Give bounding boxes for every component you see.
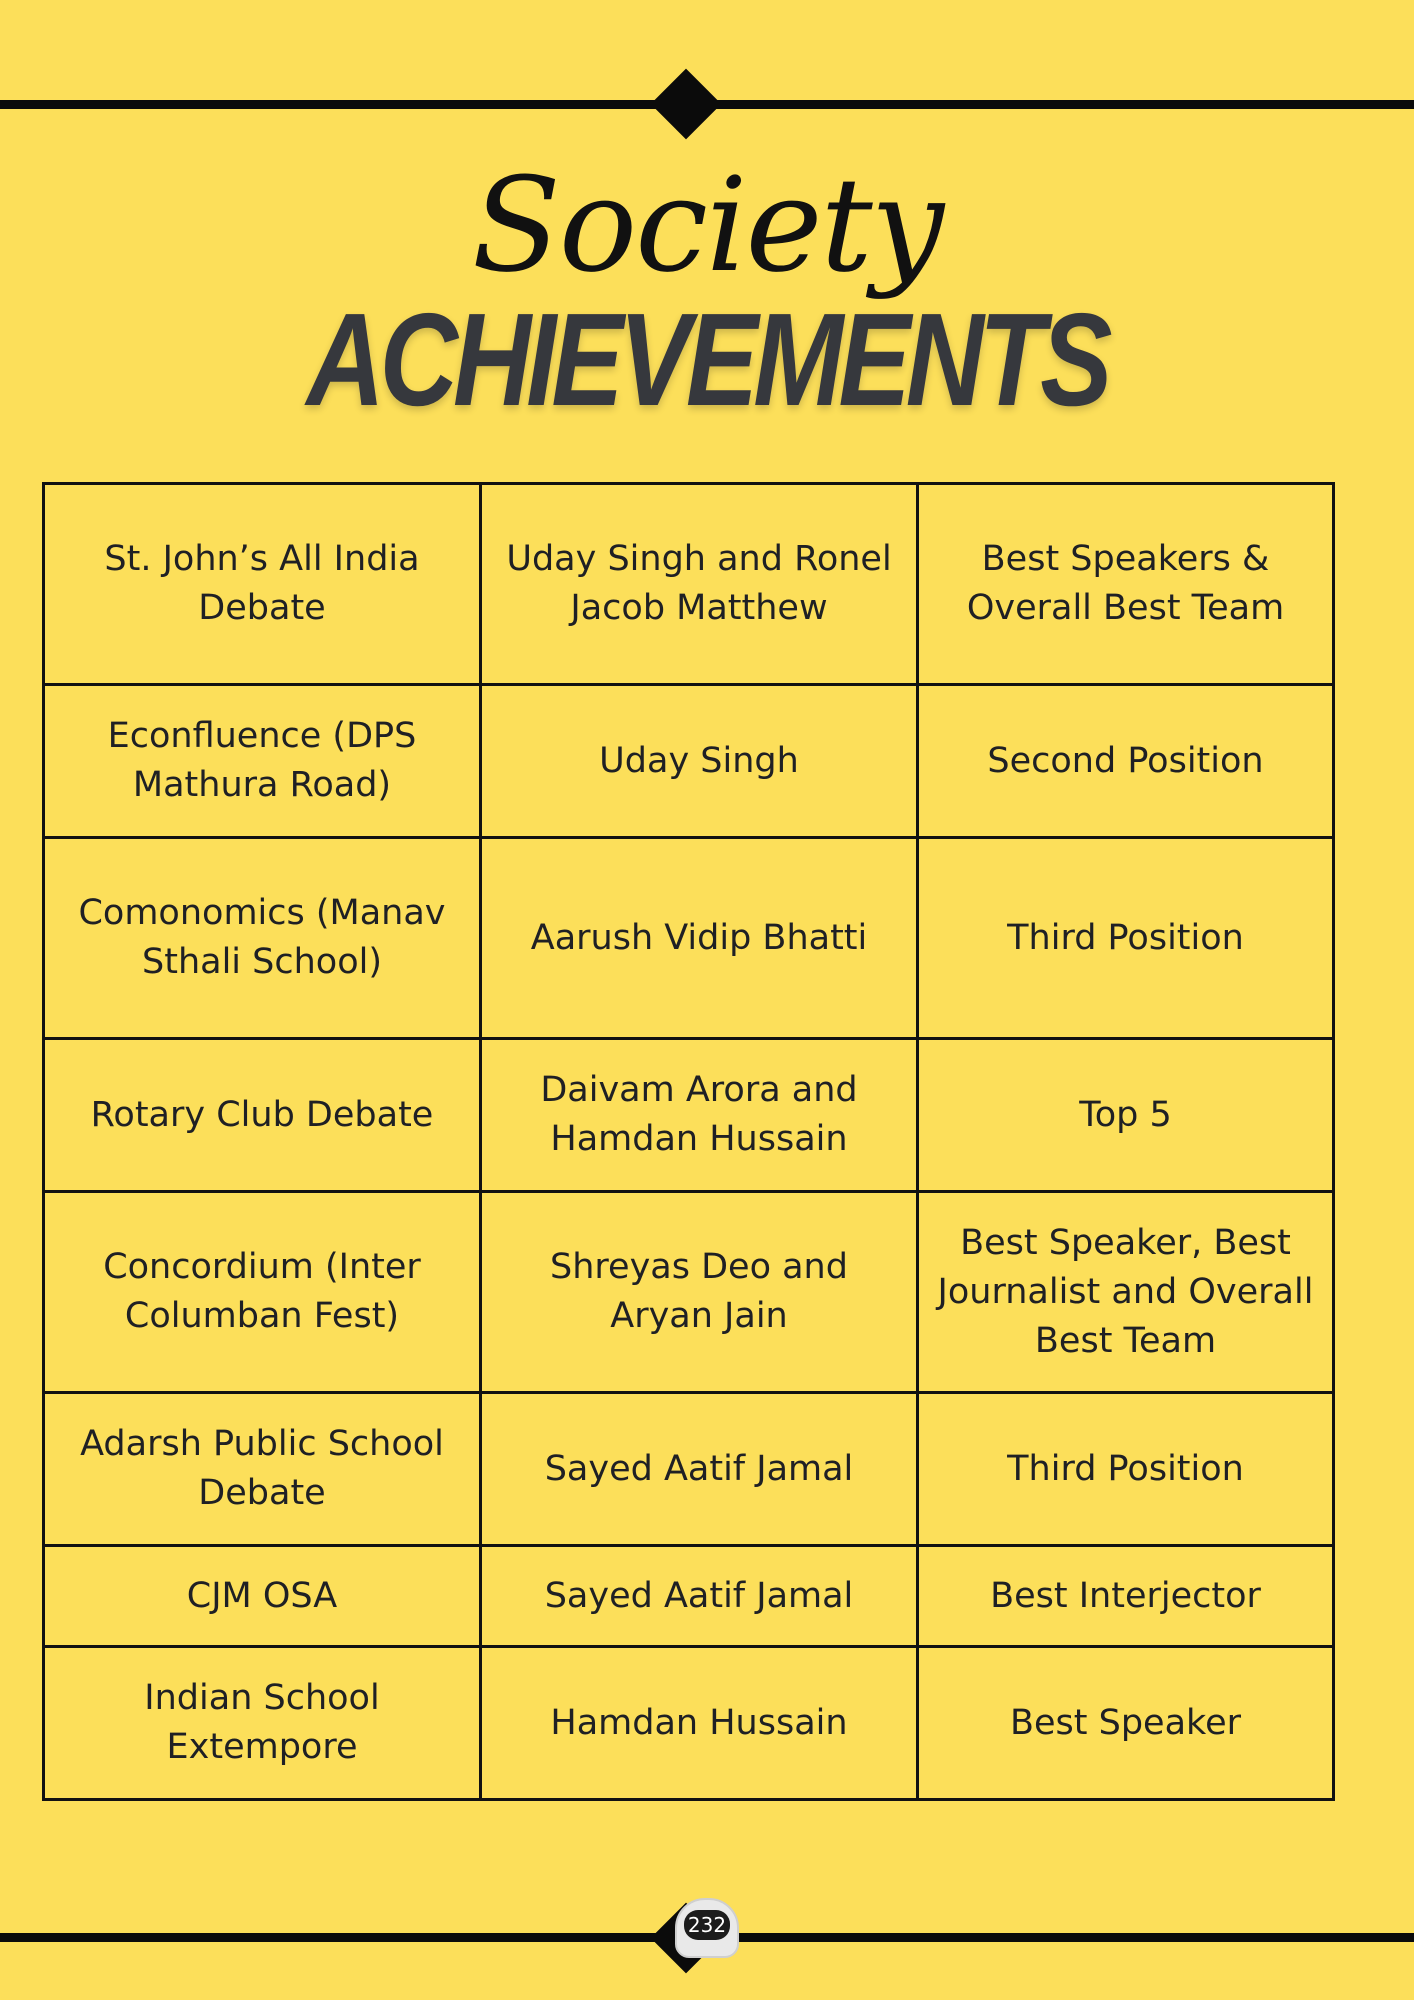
page-title: ACHIEVEMENTS [306,286,1108,433]
page-number-badge [675,1898,739,1958]
event-cell: Adarsh Public School Debate [44,1393,481,1546]
participants-cell: Uday Singh [481,685,918,838]
title-script: Society [471,149,943,301]
award-cell: Best Speaker [918,1647,1334,1800]
award-cell: Third Position [918,1393,1334,1546]
event-cell: CJM OSA [44,1546,481,1647]
event-cell: St. John’s All India Debate [44,484,481,685]
participants-cell: Uday Singh and Ronel Jacob Matthew [481,484,918,685]
participants-cell: Daivam Arora and Hamdan Hussain [481,1039,918,1192]
page-number: 232 [684,1910,730,1940]
award-cell: Best Speakers & Overall Best Team [918,484,1334,685]
award-cell: Top 5 [918,1039,1334,1192]
event-cell: Comonomics (Manav Sthali School) [44,838,481,1039]
event-cell: Rotary Club Debate [44,1039,481,1192]
participants-cell: Hamdan Hussain [481,1647,918,1800]
award-cell: Best Speaker, Best Journalist and Overall Best Team [918,1192,1334,1393]
table-row [44,1192,1334,1393]
table-row [44,1039,1334,1192]
event-cell: Concordium (Inter Columban Fest) [44,1192,481,1393]
event-cell: Econfluence (DPS Mathura Road) [44,685,481,838]
event-cell: Indian School Extempore [44,1647,481,1800]
top-diamond-ornament [651,69,722,140]
award-cell: Third Position [918,838,1334,1039]
table-row [44,838,1334,1039]
table-row [44,484,1334,685]
participants-cell: Sayed Aatif Jamal [481,1393,918,1546]
table-row [44,1647,1334,1800]
award-cell: Best Interjector [918,1546,1334,1647]
award-cell: Second Position [918,685,1334,838]
participants-cell: Sayed Aatif Jamal [481,1546,918,1647]
participants-cell: Aarush Vidip Bhatti [481,838,918,1039]
table-row [44,685,1334,838]
table-row [44,1546,1334,1647]
table-row [44,1393,1334,1546]
participants-cell: Shreyas Deo and Aryan Jain [481,1192,918,1393]
achievements-table [42,482,1335,1801]
